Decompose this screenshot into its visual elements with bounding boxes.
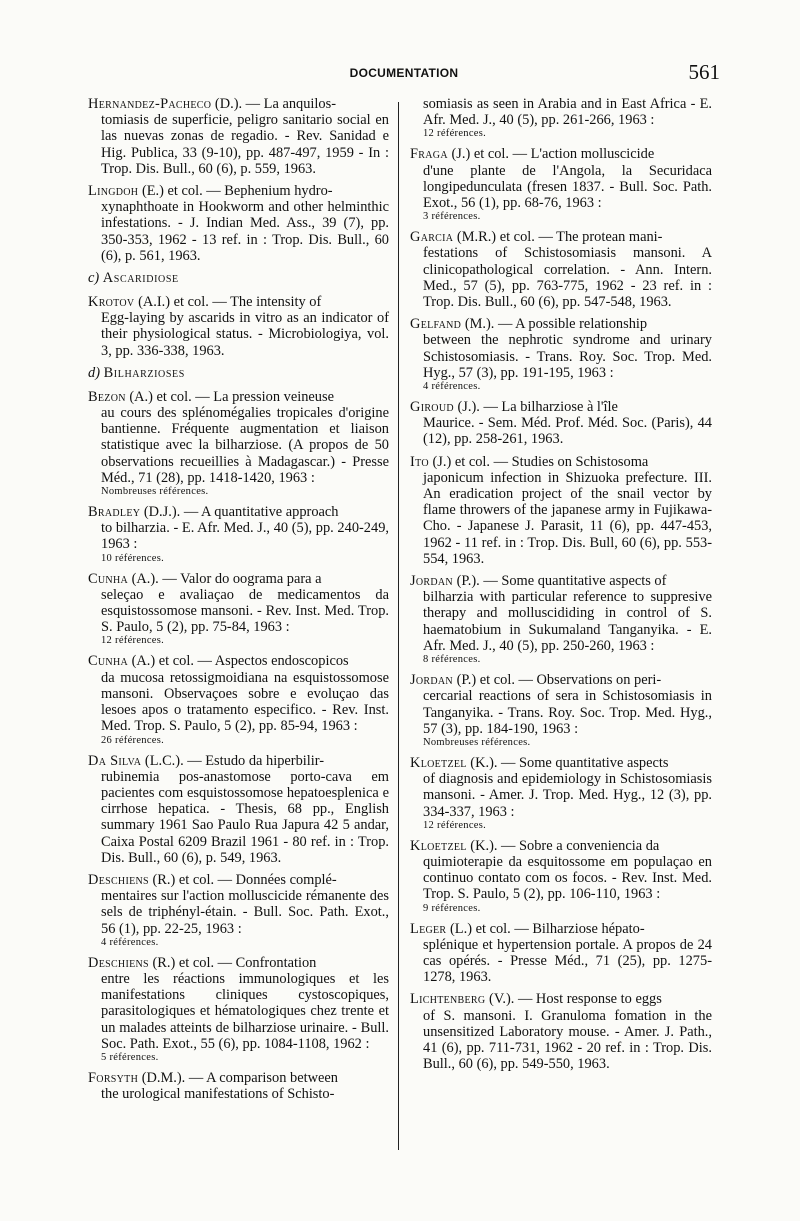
bibliography-entry bbox=[410, 399, 712, 448]
bibliography-entry bbox=[410, 755, 712, 832]
entry-body: the urological manifestations of Schisto- bbox=[101, 1086, 335, 1103]
entry-lead: (M.R.) et col. — The protean mani- bbox=[456, 229, 663, 246]
entry-lead: (A.). — Valor do oograma para a bbox=[131, 570, 322, 587]
entry-body: d'une plante de l'Angola, la Securidaca longipedunculata (fresen 1837. - Bull. Soc. Path. Exot., 56 (1), pp. 68-76, 1963 : bbox=[423, 162, 712, 212]
entry-author: Jordan bbox=[410, 672, 453, 689]
entry-author: Bezon bbox=[88, 388, 126, 405]
bibliography-entry-continued bbox=[410, 96, 712, 140]
reference-count: 12 références. bbox=[423, 819, 487, 831]
reference-count: 26 références. bbox=[101, 734, 165, 746]
entry-author: Kloetzel bbox=[410, 754, 467, 771]
entry-body: bilharzia with particular reference to suppresive therapy and molluscididing in control of S. haematobium in Sukumaland Tanganyika. - E. Afr. Med. J., 40 (5), pp. 250-260, 1963 : bbox=[423, 589, 712, 654]
entry-lead: (A.) et col. — La pression veineuse bbox=[129, 388, 334, 405]
entry-body: da mucosa retossigmoidiana na esquistossomose mansoni. Observaçoes sobre e evoluçao das lesoes apos o tratamento especifico. - Rev. Inst. Med. Trop. S. Paulo, 5 (2), pp. 85-94, 1963 : bbox=[101, 669, 389, 735]
bibliography-entry bbox=[410, 573, 712, 666]
entry-body: tomiasis de superficie, peligro sanitario social en las nuevas zonas de regadio. - Rev. Sanidad e Hig. Publica, 33 (9-10), pp. 487-497, 1959 - In : Trop. Dis. Bull., 60 (6), p. 559, 1963. bbox=[101, 112, 389, 177]
entry-author: Ito bbox=[410, 453, 429, 470]
entry-body: splénique et hypertension portale. A propos de 24 cas opérés. - Presse Méd., 71 (25), pp. 1275-1278, 1963. bbox=[423, 936, 712, 986]
entry-body: Maurice. - Sem. Méd. Prof. Méd. Soc. (Paris), 44 (12), pp. 258-261, 1963. bbox=[423, 415, 712, 448]
reference-count: Nombreuses références. bbox=[101, 486, 209, 498]
bibliography-entry bbox=[88, 504, 389, 565]
entry-body: festations of Schistosomiasis mansoni. A clinicopathological correlation. - Ann. Intern. Med., 57 (5), pp. 763-775, 1962 - 23 ref. in : Trop. Dis. Bull., 60 (6), pp. 547-548, 1963. bbox=[423, 245, 712, 311]
entry-body: japonicum infection in Shizuoka prefecture. III. An eradication project of the snail vector by flame throwers of the japanese army in Fujikawa-Cho. - Japanese J. Parasit, 11 (6), pp. 447-453, 1962 - 11 ref. in : Trop. Dis. Bull, 60 (6), pp. 553-554, 1963. bbox=[423, 469, 712, 567]
entry-author: Gelfand bbox=[410, 316, 462, 333]
bibliography-entry bbox=[410, 316, 712, 393]
entry-author: Krotov bbox=[88, 294, 135, 311]
entry-lead: (K.). — Some quantitative aspects bbox=[470, 754, 669, 771]
section-marker: c) bbox=[88, 270, 100, 287]
entry-author: Cunha bbox=[88, 570, 128, 587]
left-column bbox=[88, 96, 389, 1108]
entry-body: of S. mansoni. I. Granuloma fomation in the unsensitized Laboratory mouse. - Amer. J. Path., 41 (6), pp. 711-731, 1962 - 20 ref. in : Trop. Dis. Bull., 60 (6), pp. 549-550, 1963. bbox=[423, 1007, 712, 1073]
entry-lead: (A.I.) et col. — The intensity of bbox=[138, 294, 322, 311]
bibliography-entry bbox=[410, 921, 712, 986]
bibliography-entry bbox=[88, 653, 389, 746]
reference-count: 9 références. bbox=[423, 902, 481, 914]
entry-body: cercarial reactions of sera in Schistosomiasis in Tanganyika. - Trans. Roy. Soc. Trop. Med. Hyg., 57 (3), pp. 184-190, 1963 : bbox=[423, 688, 712, 737]
entry-author: Deschiens bbox=[88, 871, 149, 888]
bibliography-entry bbox=[88, 753, 389, 866]
entry-body: between the nephrotic syndrome and urinary Schistosomiasis. - Trans. Roy. Soc. Trop. Med. Hyg., 57 (3), pp. 191-195, 1963 : bbox=[423, 332, 712, 381]
bibliography-entry bbox=[88, 389, 389, 498]
reference-count: 4 références. bbox=[101, 936, 159, 948]
entry-lead: (M.). — A possible relationship bbox=[464, 316, 648, 333]
entry-lead: (J.) et col. — L'action molluscicide bbox=[451, 146, 655, 163]
entry-lead: (D.J.). — A quantitative approach bbox=[143, 504, 339, 521]
entry-lead: (V.). — Host response to eggs bbox=[489, 991, 662, 1008]
bibliography-entry bbox=[410, 454, 712, 567]
entry-body: xynaphthoate in Hookworm and other helminthic infestations. - J. Indian Med. Ass., 39 (7), pp. 350-353, 1962 - 13 ref. in : Trop. Dis. Bull., 60 (6), p. 561, 1963. bbox=[101, 199, 389, 264]
entry-author: Garcia bbox=[410, 229, 454, 246]
reference-count: 4 références. bbox=[423, 381, 481, 393]
entry-body: somiasis as seen in Arabia and in East Africa - E. Afr. Med. J., 40 (5), pp. 261-266, 1963 : bbox=[423, 96, 712, 129]
entry-lead: (R.) et col. — Confrontation bbox=[152, 954, 317, 971]
entry-author: Forsyth bbox=[88, 1069, 139, 1086]
entry-body: rubinemia pos-anastomose porto-cava em pacientes com esquistossomose hepatoesplenica e cirrhose hepatica. - Thesis, 68 pp., English summary 1961 Sao Paulo Rua Japura 42 5 andar, Caixa Postal 6209 Brazil 1961 - 80 ref. in : Trop. Dis. Bull., 60 (6), p. 549, 1963. bbox=[101, 768, 389, 866]
entry-author: Leger bbox=[410, 920, 447, 937]
running-title: DOCUMENTATION bbox=[349, 66, 459, 80]
bibliography-entry bbox=[410, 146, 712, 223]
entry-author: Deschiens bbox=[88, 954, 149, 971]
bibliography-entry bbox=[88, 96, 389, 177]
entry-author: Giroud bbox=[410, 399, 454, 416]
section-name: Bilharzioses bbox=[103, 364, 185, 381]
entry-lead: (E.) et col. — Bephenium hydro- bbox=[141, 183, 333, 200]
bibliography-entry bbox=[88, 872, 389, 949]
reference-count: 5 références. bbox=[101, 1051, 159, 1063]
entry-lead: (J.). — La bilharziose à l'île bbox=[457, 399, 618, 416]
right-column bbox=[410, 96, 712, 1078]
bibliography-entry bbox=[410, 229, 712, 310]
entry-lead: (D.M.). — A comparison between bbox=[141, 1069, 338, 1086]
section-name: Ascaridiose bbox=[102, 270, 179, 287]
entry-author: Hernandez-Pacheco bbox=[88, 96, 212, 112]
entry-lead: (L.C.). — Estudo da hiperbilir- bbox=[144, 752, 325, 769]
entry-body: to bilharzia. - E. Afr. Med. J., 40 (5), pp. 240-249, 1963 : bbox=[101, 520, 389, 553]
entry-author: Jordan bbox=[410, 573, 453, 590]
running-head bbox=[88, 62, 720, 84]
entry-lead: (P.). — Some quantitative aspects of bbox=[456, 573, 667, 590]
bibliography-entry bbox=[88, 183, 389, 264]
entry-lead: (L.) et col. — Bilharziose hépato- bbox=[450, 920, 645, 937]
entry-author: Lichtenberg bbox=[410, 991, 486, 1008]
entry-author: Lingdoh bbox=[88, 183, 139, 200]
entry-lead: (P.) et col. — Observations on peri- bbox=[456, 672, 662, 689]
reference-count: 12 références. bbox=[101, 635, 165, 647]
entry-body: seleçao e avaliaçao de medicamentos da esquistossomose mansoni. - Rev. Inst. Med. Trop. S. Paulo, 5 (2), pp. 75-84, 1963 : bbox=[101, 586, 389, 636]
bibliography-entry bbox=[410, 838, 712, 915]
entry-lead: (A.) et col. — Aspectos endoscopicos bbox=[131, 653, 349, 670]
entry-body: Egg-laying by ascarids in vitro as an indicator of their physiological status. - Microbiologiya, vol. 3, pp. 336-338, 1963. bbox=[101, 310, 389, 359]
bibliography-entry bbox=[410, 672, 712, 749]
entry-author: Bradley bbox=[88, 504, 141, 521]
entry-body: entre les réactions immunologiques et les manifestations cliniques cystoscopiques, parasitologiques et hématologiques chez trente et un malades atteints de bilharziose urinaire. - Bull. Soc. Path. Exot., 55 (6), pp. 1084-1108, 1962 : bbox=[101, 970, 389, 1052]
entry-body: quimioterapie da esquitossome em populaçao en continuo contato com os focos. - Rev. Inst. Med. Trop. S. Paulo, 5 (2), pp. 106-110, 1963 : bbox=[423, 853, 712, 903]
entry-author: Kloetzel bbox=[410, 837, 467, 854]
entry-lead: (D.). — La anquilos- bbox=[214, 96, 336, 112]
reference-count: Nombreuses références. bbox=[423, 736, 531, 748]
bibliography-entry bbox=[88, 294, 389, 359]
bibliography-entry bbox=[88, 571, 389, 648]
entry-author: Da Silva bbox=[88, 752, 142, 769]
reference-count: 10 références. bbox=[101, 552, 165, 564]
section-marker: d) bbox=[88, 364, 100, 381]
reference-count: 12 références. bbox=[423, 128, 487, 140]
bibliography-entry bbox=[88, 955, 389, 1064]
entry-body: of diagnosis and epidemiology in Schistosomiasis mansoni. - Amer. J. Trop. Med. Hyg., 12 (3), pp. 334-337, 1963 : bbox=[423, 771, 712, 820]
reference-count: 8 références. bbox=[423, 654, 481, 666]
bibliography-entry bbox=[410, 991, 712, 1072]
entry-body: mentaires sur l'action molluscicide rémanente des sels de triphényl-étain. - Bull. Soc. Path. Exot., 56 (1), pp. 22-25, 1963 : bbox=[101, 888, 389, 937]
entry-lead: (R.) et col. — Données complé- bbox=[152, 871, 337, 888]
entry-author: Cunha bbox=[88, 653, 128, 670]
entry-body: au cours des splénomégalies tropicales d'origine bantienne. Fréquente augmentation et liaison statistique avec la bilharziose. (A propos de 50 observations recueillies à Madagascar.) - Presse Méd., 71 (28), pp. 1418-1420, 1963 : bbox=[101, 405, 389, 486]
section-heading bbox=[88, 270, 389, 286]
entry-lead: (J.) et col. — Studies on Schistosoma bbox=[432, 453, 649, 470]
entry-lead: (K.). — Sobre a conveniencia da bbox=[470, 837, 660, 854]
entry-author: Fraga bbox=[410, 146, 448, 163]
page-number: 561 bbox=[688, 60, 720, 84]
reference-count: 3 références. bbox=[423, 211, 481, 223]
bibliography-entry bbox=[88, 1070, 389, 1102]
column-divider bbox=[398, 102, 399, 1150]
section-heading bbox=[88, 365, 389, 381]
